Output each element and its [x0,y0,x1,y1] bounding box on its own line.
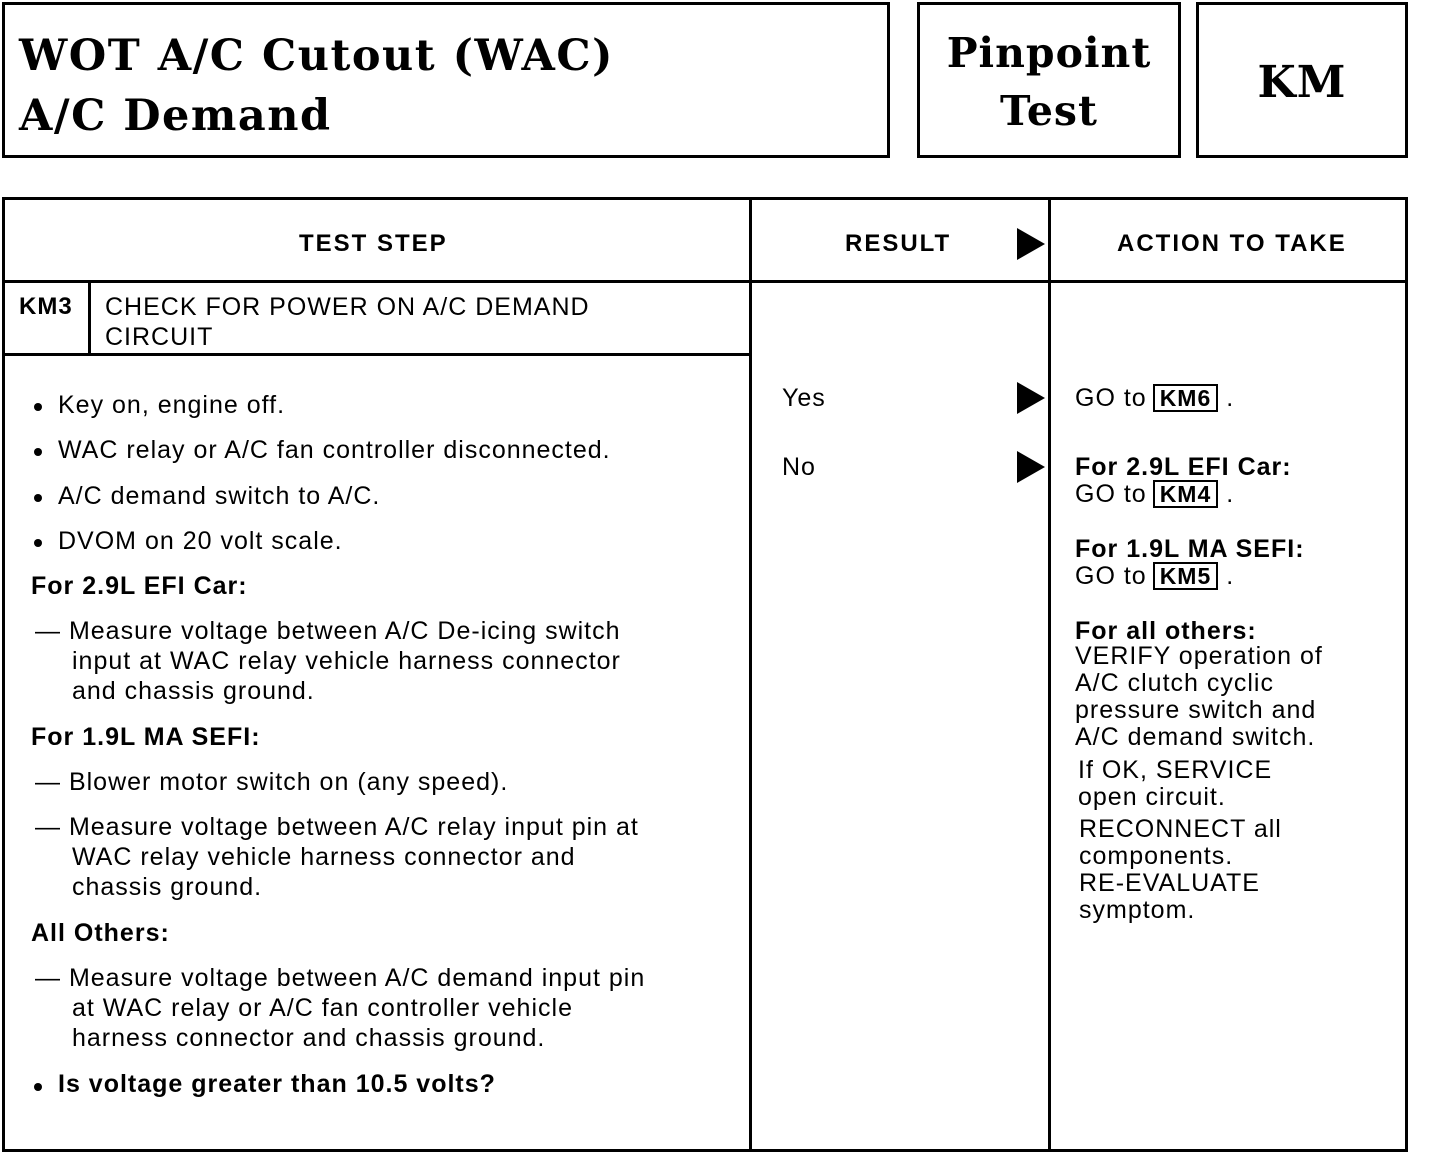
result-no: No [782,453,816,481]
action-reconnect-line: symptom. [1079,896,1196,924]
ref-km6[interactable]: KM6 [1153,384,1219,412]
step-title-divider [5,353,751,356]
step-title-line-1: CHECK FOR POWER ON A/C DEMAND [105,293,590,321]
others-line: harness connector and chassis ground. [72,1024,546,1052]
bullet-icon [34,448,42,456]
go-to-text: GO to [1075,562,1147,590]
header-action: ACTION TO TAKE [1117,230,1347,257]
column-divider-action [1048,200,1051,1152]
action-sefi [1075,561,1234,591]
sefi-line: WAC relay vehicle harness connector and [72,843,576,871]
column-divider-result [749,200,752,1152]
action-others-line: A/C clutch cyclic [1075,669,1274,697]
sefi-line: chassis ground. [72,873,263,901]
test-code-box [1196,2,1408,158]
action-others-line: A/C demand switch. [1075,723,1316,751]
page-title: WOT A/C Cutout (WAC) [19,31,614,81]
step-id-divider [88,280,91,356]
others-line: — Measure voltage between A/C demand input pin [35,964,646,992]
action-efi-heading: For 2.9L EFI Car: [1075,453,1292,481]
bullet-item: Key on, engine off. [58,391,286,419]
efi-line: — Measure voltage between A/C De-icing switch [35,617,621,645]
action-others-line: VERIFY operation of [1075,642,1323,670]
bullet-icon [34,403,42,411]
action-sefi-heading: For 1.9L MA SEFI: [1075,535,1305,563]
bullet-item: DVOM on 20 volt scale. [58,527,343,555]
page-subtitle: A/C Demand [19,91,332,141]
test-label: Test [1000,87,1098,135]
ref-km4[interactable]: KM4 [1153,480,1219,508]
action-ok-line: open circuit. [1078,783,1226,811]
bullet-icon [34,539,42,547]
sefi-item: — Blower motor switch on (any speed). [35,768,509,796]
step-question: Is voltage greater than 10.5 volts? [58,1070,496,1098]
bullet-icon [34,1083,42,1091]
efi-line: input at WAC relay vehicle harness connector [72,647,621,675]
sefi-line: — Measure voltage between A/C relay input pin at [35,813,639,841]
header-test-step: TEST STEP [299,230,448,257]
action-others-line: pressure switch and [1075,696,1317,724]
period: . [1226,480,1235,508]
action-others-heading: For all others: [1075,617,1257,645]
period: . [1226,384,1235,412]
action-yes [1075,383,1234,413]
arrow-right-icon [1017,451,1045,483]
test-code: KM [1257,57,1347,108]
action-reconnect-line: RECONNECT all [1079,815,1282,843]
action-ok-line: If OK, SERVICE [1078,756,1273,784]
efi-line: and chassis ground. [72,677,315,705]
period: . [1226,562,1235,590]
ref-km5[interactable]: KM5 [1153,562,1219,590]
pinpoint-test-box [917,2,1181,158]
pinpoint-label: Pinpoint [946,29,1152,77]
bullet-item: A/C demand switch to A/C. [58,482,381,510]
test-table [2,197,1408,1152]
others-heading: All Others: [31,919,170,947]
efi-heading: For 2.9L EFI Car: [31,572,248,600]
step-title-line-2: CIRCUIT [105,323,214,351]
others-line: at WAC relay or A/C fan controller vehicle [72,994,573,1022]
bullet-item: WAC relay or A/C fan controller disconnected. [58,436,611,464]
sefi-heading: For 1.9L MA SEFI: [31,723,261,751]
arrow-right-icon [1017,228,1045,260]
header-result: RESULT [845,230,952,257]
result-yes: Yes [782,384,826,412]
arrow-right-icon [1017,382,1045,414]
go-to-text: GO to [1075,480,1147,508]
go-to-text: GO to [1075,384,1147,412]
action-reconnect-line: components. [1079,842,1234,870]
bullet-icon [34,494,42,502]
title-box [2,2,890,158]
action-reconnect-line: RE-EVALUATE [1079,869,1260,897]
header-divider [5,280,1408,283]
action-efi [1075,479,1234,509]
step-id: KM3 [19,293,73,320]
